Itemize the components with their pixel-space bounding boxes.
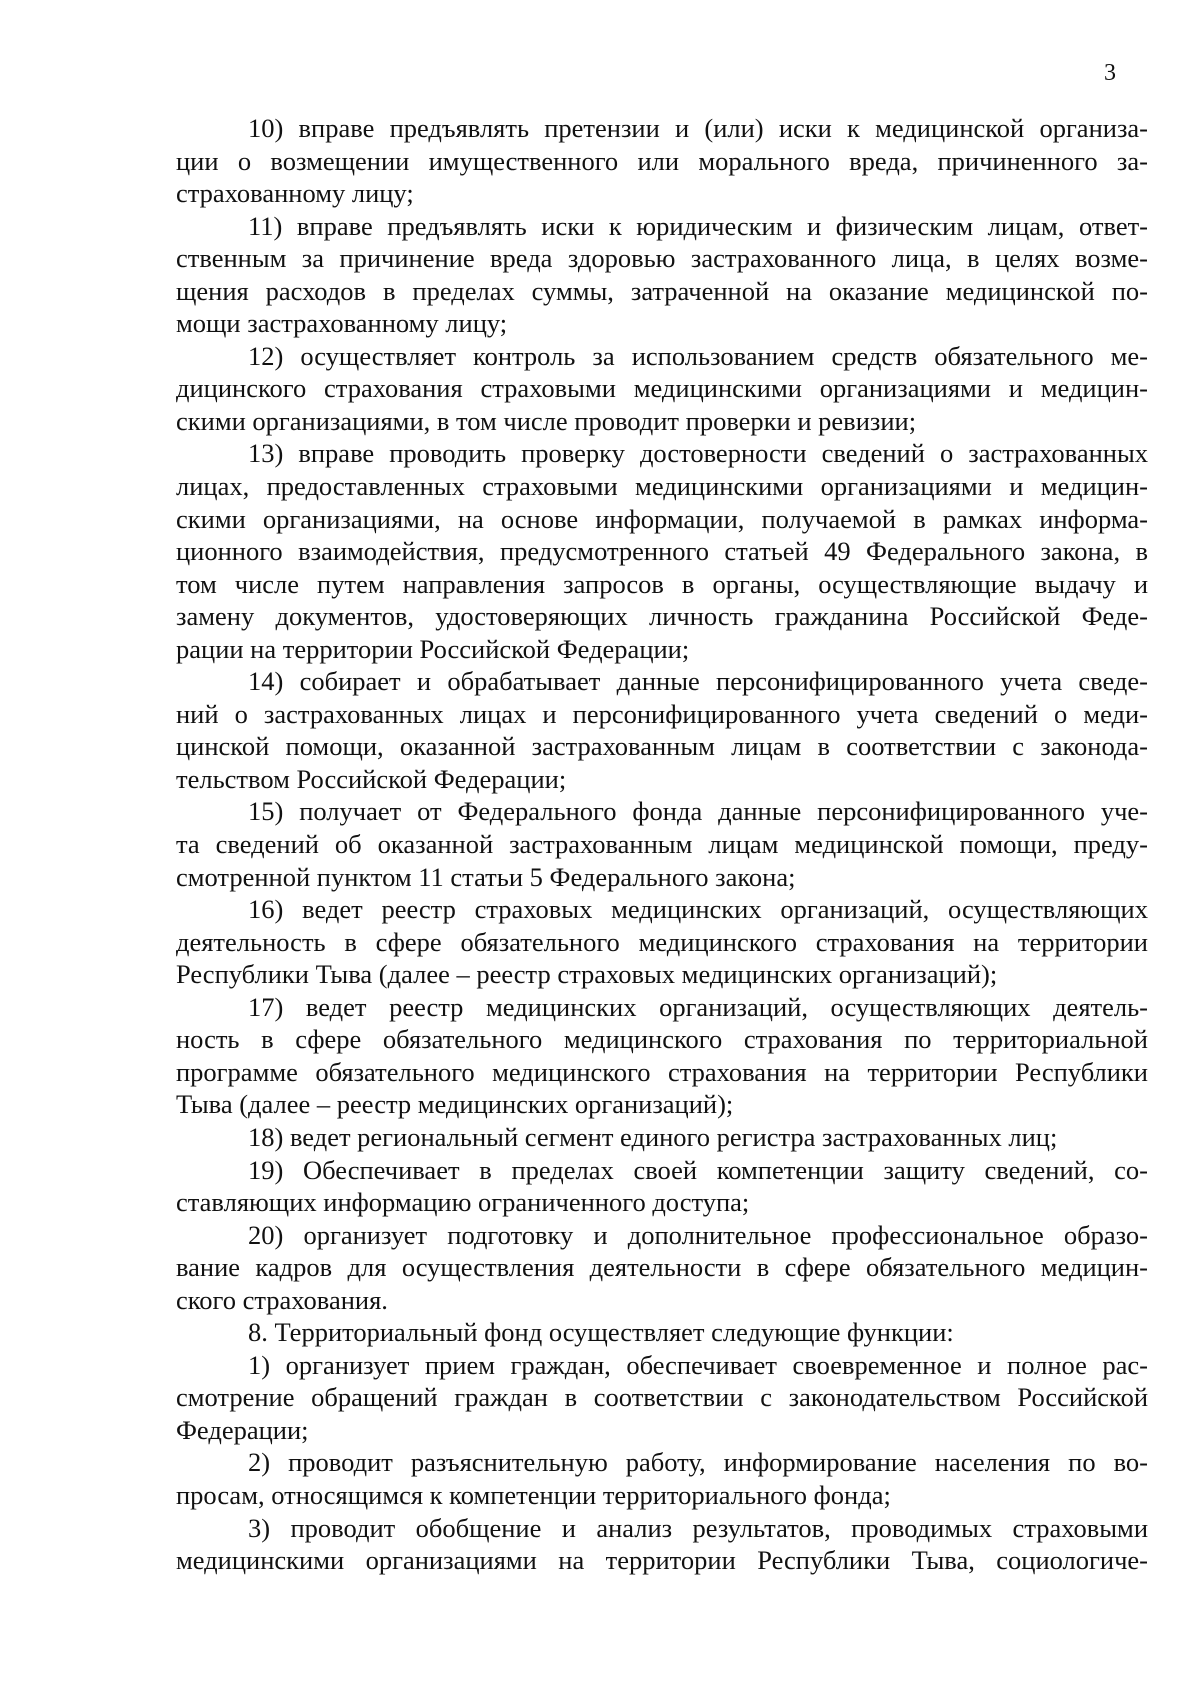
text-line: медицинскими организациями на территории Республики Тыва, социологиче- — [176, 1545, 1148, 1576]
paragraph — [176, 991, 1148, 1121]
text-line: 14) собирает и обрабатывает данные персонифицированного учета сведе- — [248, 666, 1148, 697]
text-line: ского страхования. — [176, 1284, 388, 1315]
text-line: 1) организует прием граждан, обеспечивает своевременное и полное рас- — [248, 1349, 1148, 1380]
text-line: лицах, предоставленных страховыми медицинскими организациями и медицин- — [176, 471, 1148, 502]
text-line: 20) организует подготовку и дополнительное профессиональное образо- — [248, 1219, 1148, 1250]
paragraph — [176, 795, 1148, 893]
text-line: вание кадров для осуществления деятельности в сфере обязательного медицин- — [176, 1252, 1148, 1283]
text-line: 15) получает от Федерального фонда данные персонифицированного уче- — [248, 796, 1148, 827]
paragraph — [176, 210, 1148, 340]
text-line: мощи застрахованному лицу; — [176, 308, 508, 339]
text-line: 2) проводит разъяснительную работу, информирование населения по во- — [248, 1447, 1148, 1478]
text-line: ность в сфере обязательного медицинского страхования по территориальной — [176, 1024, 1148, 1055]
text-line: том числе путем направления запросов в органы, осуществляющие выдачу и — [176, 568, 1148, 599]
text-line: замену документов, удостоверяющих личность гражданина Российской Феде- — [176, 601, 1148, 632]
text-line: 8. Территориальный фонд осуществляет следующие функции: — [248, 1317, 954, 1348]
text-line: та сведений об оказанной застрахованным лицам медицинской помощи, преду- — [176, 829, 1148, 860]
text-line: 12) осуществляет контроль за использованием средств обязательного ме- — [248, 340, 1148, 371]
text-line: 17) ведет реестр медицинских организаций, осуществляющих деятель- — [248, 991, 1148, 1022]
text-line: цинской помощи, оказанной застрахованным лицам в соответствии с законода- — [176, 731, 1148, 762]
text-line: скими организациями, в том числе проводит проверки и ревизии; — [176, 405, 917, 436]
paragraph — [176, 112, 1148, 210]
text-line: скими организациями, на основе информации, получаемой в рамках информа- — [176, 503, 1148, 534]
text-line: тельством Российской Федерации; — [176, 763, 567, 794]
paragraph — [176, 1219, 1148, 1317]
text-line: смотрение обращений граждан в соответствии с законодательством Российской — [176, 1382, 1148, 1413]
text-line: страхованному лицу; — [176, 178, 414, 209]
text-line: смотренной пунктом 11 статьи 5 Федерального закона; — [176, 861, 796, 892]
text-line: ставляющих информацию ограниченного доступа; — [176, 1187, 750, 1218]
text-line: дицинского страхования страховыми медицинскими организациями и медицин- — [176, 373, 1148, 404]
paragraph — [176, 665, 1148, 795]
paragraph — [176, 893, 1148, 991]
text-line: ственным за причинение вреда здоровью застрахованного лица, в целях возме- — [176, 243, 1148, 274]
text-line: 18) ведет региональный сегмент единого регистра застрахованных лиц; — [248, 1121, 1058, 1152]
text-line: Тыва (далее – реестр медицинских организаций); — [176, 1089, 734, 1120]
paragraph — [176, 437, 1148, 665]
text-line: программе обязательного медицинского страхования на территории Республики — [176, 1056, 1148, 1087]
paragraph — [176, 1154, 1148, 1219]
text-line: 16) ведет реестр страховых медицинских организаций, осуществляющих — [248, 894, 1148, 925]
text-line: рации на территории Российской Федерации; — [176, 633, 690, 664]
text-line: Федерации; — [176, 1414, 309, 1445]
text-line: 13) вправе проводить проверку достоверности сведений о застрахованных — [248, 438, 1148, 469]
paragraph — [176, 1121, 1148, 1154]
text-line: ционного взаимодействия, предусмотренного статьей 49 Федерального закона, в — [176, 536, 1148, 567]
page-number: 3 — [1104, 60, 1116, 86]
text-line: 10) вправе предъявлять претензии и (или) иски к медицинской организа- — [248, 113, 1148, 143]
paragraph — [176, 1512, 1148, 1577]
text-line: 3) проводит обобщение и анализ результатов, проводимых страховыми — [248, 1512, 1148, 1543]
text-line: ции о возмещении имущественного или морального вреда, причиненного за- — [176, 145, 1148, 176]
text-line: деятельность в сфере обязательного медицинского страхования на территории — [176, 926, 1148, 957]
paragraph — [176, 1446, 1148, 1511]
paragraph — [176, 1316, 1148, 1349]
document-body — [176, 112, 1148, 1577]
paragraph — [176, 1349, 1148, 1447]
paragraph — [176, 340, 1148, 438]
text-line: Республики Тыва (далее – реестр страховых медицинских организаций); — [176, 959, 998, 990]
text-line: ний о застрахованных лицах и персонифицированного учета сведений о меди- — [176, 698, 1148, 729]
text-line: 11) вправе предъявлять иски к юридическим и физическим лицам, ответ- — [248, 210, 1148, 241]
text-line: 19) Обеспечивает в пределах своей компетенции защиту сведений, со- — [248, 1154, 1148, 1185]
text-line: щения расходов в пределах суммы, затраченной на оказание медицинской по- — [176, 275, 1148, 306]
text-line: просам, относящимся к компетенции территориального фонда; — [176, 1479, 891, 1510]
